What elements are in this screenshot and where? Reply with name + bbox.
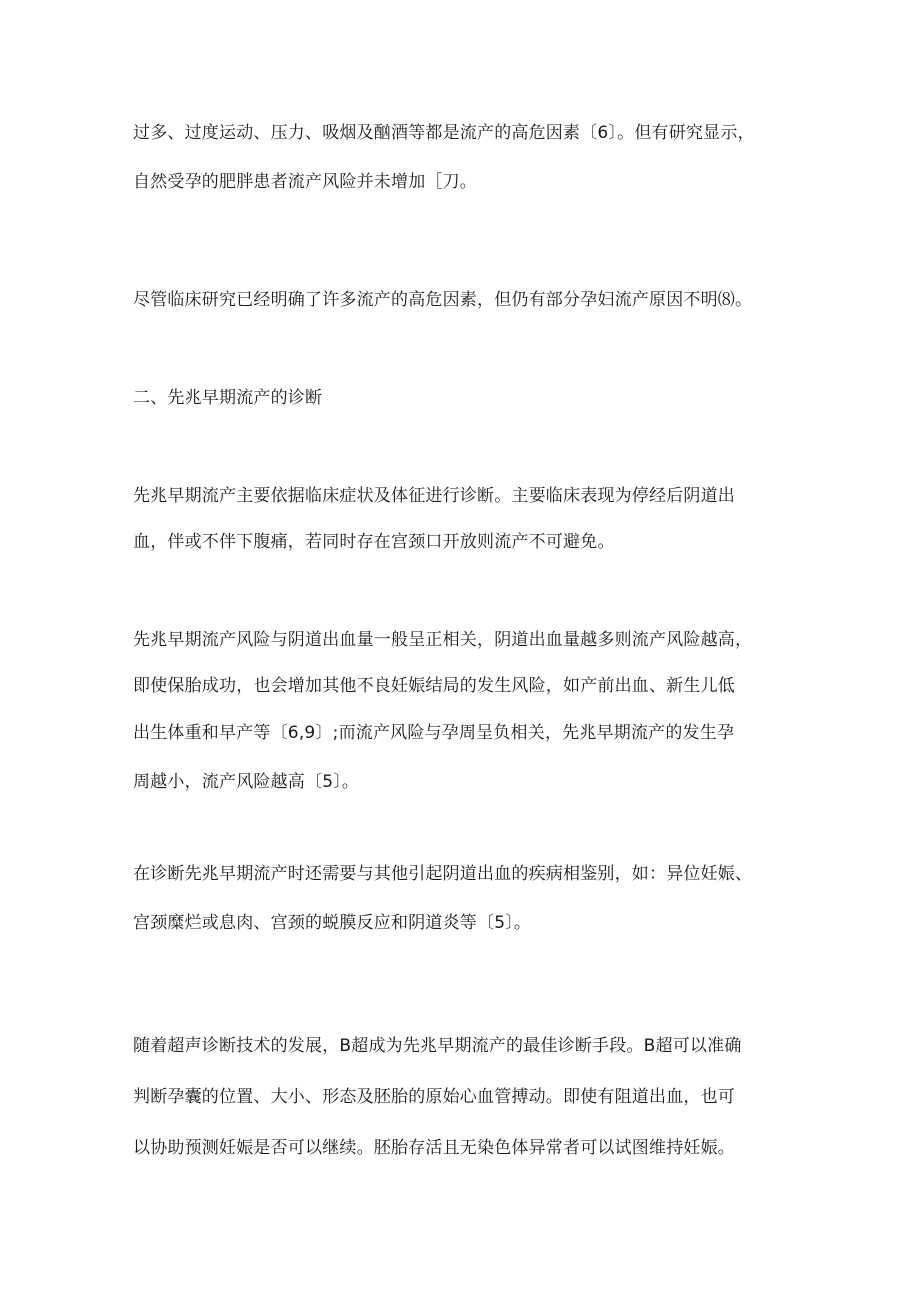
- paragraph-1-line-1: 过多、过度运动、压力、吸烟及酗酒等都是流产的高危因素〔6〕。但有研究显示，: [133, 123, 755, 143]
- paragraph-3-line-2: 血，伴或不伴下腹痛，若同时存在宫颈口开放则流产不可避免。: [133, 532, 615, 552]
- paragraph-3-line-1: 先兆早期流产主要依据临床症状及体征进行诊断。主要临床表现为停经后阴道出: [133, 486, 735, 506]
- paragraph-4-line-2: 即使保胎成功，也会增加其他不良妊娠结局的发生风险，如产前出血、新生儿低: [133, 676, 735, 696]
- paragraph-5-line-1: 在诊断先兆早期流产时还需要与其他引起阴道出血的疾病相鉴别，如：异位妊娠、: [133, 864, 753, 884]
- paragraph-4-line-3: 出生体重和早产等〔6,9〕;而流产风险与孕周呈负相关，先兆早期流产的发生孕: [133, 723, 735, 743]
- paragraph-5-line-2: 宫颈糜烂或息肉、宫颈的蜕膜反应和阴道炎等〔5〕。: [133, 913, 532, 933]
- paragraph-6-line-3: 以协助预测妊娠是否可以继续。胚胎存活且无染色体异常者可以试图维持妊娠。: [133, 1138, 735, 1158]
- paragraph-1-line-2: 自然受孕的肥胖患者流产风险并未增加［刀。: [133, 172, 477, 192]
- paragraph-2-line-1: 尽管临床研究已经明确了许多流产的高危因素，但仍有部分孕妇流产原因不明⑻。: [133, 290, 753, 310]
- paragraph-4-line-4: 周越小，流产风险越高〔5〕。: [133, 772, 360, 792]
- paragraph-6-line-1: 随着超声诊断技术的发展，B超成为先兆早期流产的最佳诊断手段。B超可以准确: [133, 1036, 742, 1056]
- paragraph-6-line-2: 判断孕囊的位置、大小、形态及胚胎的原始心血管搏动。即使有阻道出血，也可: [133, 1087, 735, 1107]
- section-heading: 二、先兆早期流产的诊断: [133, 388, 323, 408]
- paragraph-4-line-1: 先兆早期流产风险与阴道出血量一般呈正相关，阴道出血量越多则流产风险越高，: [133, 630, 753, 650]
